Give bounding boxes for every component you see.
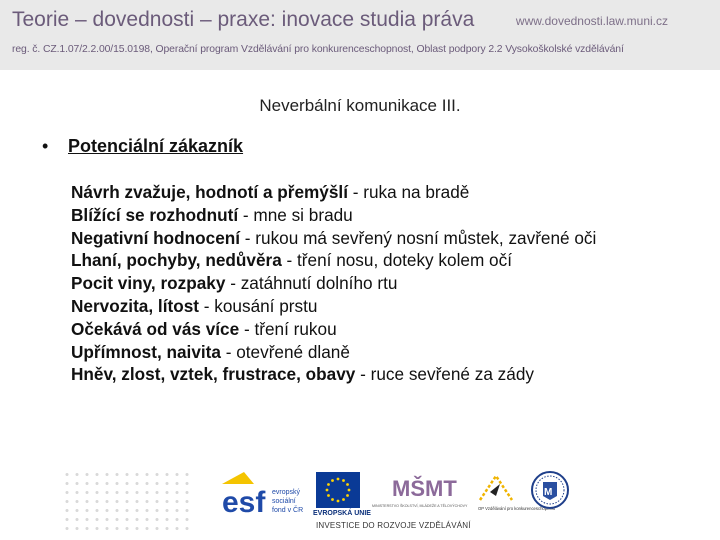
eu-caption: EVROPSKÁ UNIE <box>313 510 371 517</box>
eu-star <box>331 498 334 501</box>
list-item <box>71 249 691 272</box>
item-description: - zatáhnutí dolního rtu <box>225 273 398 294</box>
header-title: Teorie – dovednosti – praxe: inovace studia práva <box>12 8 475 31</box>
item-keyword: Nervozita, lítost <box>71 295 199 316</box>
list-item <box>71 363 691 386</box>
eu-star <box>337 500 340 503</box>
list-item <box>71 227 691 250</box>
eu-star <box>342 479 345 482</box>
list-item <box>71 181 691 204</box>
esf-caption-1: evropský <box>272 489 301 496</box>
item-description: - rukou má sevřený nosní můstek, zavřené oči <box>240 227 597 248</box>
item-description: - mne si bradu <box>238 204 353 225</box>
list-item <box>71 204 691 227</box>
eu-star <box>342 498 345 501</box>
esf-caption-2: sociální <box>272 498 296 505</box>
opvk-caption: OP Vzdělávání pro konkurenceschopnost <box>478 506 555 511</box>
eu-star <box>346 483 349 486</box>
header-bar <box>0 0 720 70</box>
item-keyword: Blížící se rozhodnutí <box>71 204 239 225</box>
item-keyword: Hněv, zlost, vztek, frustrace, obavy <box>71 364 356 385</box>
eu-flag-icon <box>316 472 360 508</box>
item-keyword: Pocit viny, rozpaky <box>71 273 226 294</box>
msmt-text: MŠMT <box>392 476 457 501</box>
svg-text:M: M <box>544 487 553 498</box>
slide-title: Neverbální komunikace III. <box>259 96 461 115</box>
list-item <box>71 318 691 341</box>
eu-star <box>327 483 330 486</box>
bullet-text: Potenciální zákazník <box>68 136 244 156</box>
item-description: - tření rukou <box>239 318 337 339</box>
item-description: - ruka na bradě <box>347 182 470 202</box>
eu-star <box>331 479 334 482</box>
eu-star <box>346 494 349 497</box>
bullet-dot-icon: • <box>42 136 49 156</box>
item-keyword: Negativní hodnocení <box>71 227 241 248</box>
eu-star <box>327 494 330 497</box>
eu-star <box>348 489 351 492</box>
item-keyword: Očekává od vás více <box>71 318 240 339</box>
msmt-logo <box>372 470 468 510</box>
list-item <box>71 341 691 364</box>
eu-star <box>337 478 340 481</box>
header-url[interactable]: www.dovednosti.law.muni.cz <box>515 14 668 28</box>
bullet-item <box>42 136 243 157</box>
item-description: - kousání prstu <box>198 295 318 316</box>
list-item <box>71 295 691 318</box>
item-keyword: Upřímnost, naivita <box>71 341 221 362</box>
eu-star <box>326 489 329 492</box>
item-description: - otevřené dlaně <box>220 341 350 362</box>
muni-seal-icon <box>530 466 570 518</box>
investice-caption: INVESTICE DO ROZVOJE VZDĚLÁVÁNÍ <box>316 521 471 530</box>
msmt-caption: MINISTERSTVO ŠKOLSTVÍ, MLÁDEŽE A TĚLOVÝCHOVY <box>372 504 468 508</box>
list-item <box>71 272 691 295</box>
item-description: - tření nosu, doteky kolem očí <box>281 250 512 271</box>
decorative-pattern <box>62 470 192 536</box>
item-keyword: Lhaní, pochyby, nedůvěra <box>71 250 282 271</box>
opvk-logo <box>472 470 555 518</box>
esf-flag-icon <box>222 472 254 484</box>
item-keyword: Návrh zvažuje, hodnotí a přemýšlí <box>71 182 348 202</box>
esf-logo <box>220 470 310 518</box>
esf-text: esf <box>222 486 266 519</box>
item-description: - ruce sevřené za zády <box>355 364 534 385</box>
header-subtitle: reg. č. CZ.1.07/2.2.00/15.0198, Operační program Vzdělávání pro konkurenceschopnost, Oblast podpory 2.2 Vysokoškolské vzdělávání <box>12 44 624 55</box>
esf-caption-3: fond v ČR <box>272 507 304 514</box>
item-list <box>71 181 691 386</box>
